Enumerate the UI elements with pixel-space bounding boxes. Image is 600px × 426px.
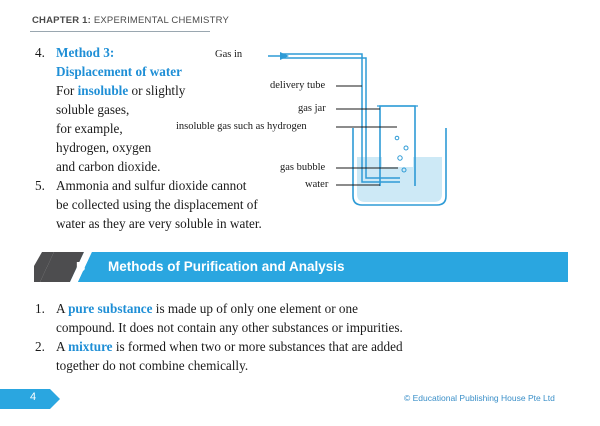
chapter-title: EXPERIMENTAL CHEMISTRY [93,15,229,26]
label-water: water [305,179,329,190]
item4-line3: soluble gases, [56,102,130,117]
item4-highlight: insoluble [77,83,129,98]
item5-number: 5. [35,178,45,193]
item4-line5: hydrogen, oxygen [56,140,152,155]
list-item-2-term: mixture [68,339,113,354]
list-item-1-line1 [56,300,358,317]
item5-line1: Ammonia and sulfur dioxide cannot [56,178,247,193]
item4-title-line1: Method 3: [56,45,115,60]
section-badge [34,252,104,282]
list-item-2-line1 [56,338,403,355]
list-item-1-post: is made up of only one element or one [152,301,358,316]
item4-text-for: For [56,83,78,98]
list-item-2-post: is formed when two or more substances that are added [112,339,403,354]
item4-title-line2: Displacement of water [56,64,182,79]
item5-line2: be collected using the displacement of [56,197,258,212]
footer-publisher [404,393,555,403]
item5-line3: water as they are very soluble in water. [56,216,262,231]
item4-line6: and carbon dioxide. [56,159,161,174]
item4-number: 4. [35,45,45,60]
chapter-label: CHAPTER 1: [32,15,92,26]
item4-text-rest: or slightly [128,83,186,98]
section-title: Methods of Purification and Analysis [108,259,345,274]
gas-in-arrow [280,52,289,60]
item4-line4: for example, [56,121,123,136]
list-item-1-line2: compound. It does not contain any other substances or impurities. [56,320,403,335]
label-gas-jar: gas jar [298,103,326,114]
section-banner [34,252,568,282]
list-item-1-pre: A [56,301,69,316]
label-gas-in: Gas in [215,49,243,60]
list-item-1-number: 1. [35,301,45,316]
publisher-name: Educational Publishing House Pte Ltd [412,393,555,403]
list-item-2-line2: together do not combine chemically. [56,358,249,373]
list-item-2-number: 2. [35,339,45,354]
list-item-2-pre: A [56,339,69,354]
copyright-icon: © [404,393,411,403]
label-insoluble-gas: insoluble gas such as hydrogen [176,121,307,132]
section-letter: B [76,259,86,274]
list-item-1-term: pure substance [68,301,153,316]
page-number: 4 [30,391,37,403]
label-delivery-tube: delivery tube [270,80,326,91]
label-gas-bubble: gas bubble [280,162,326,173]
